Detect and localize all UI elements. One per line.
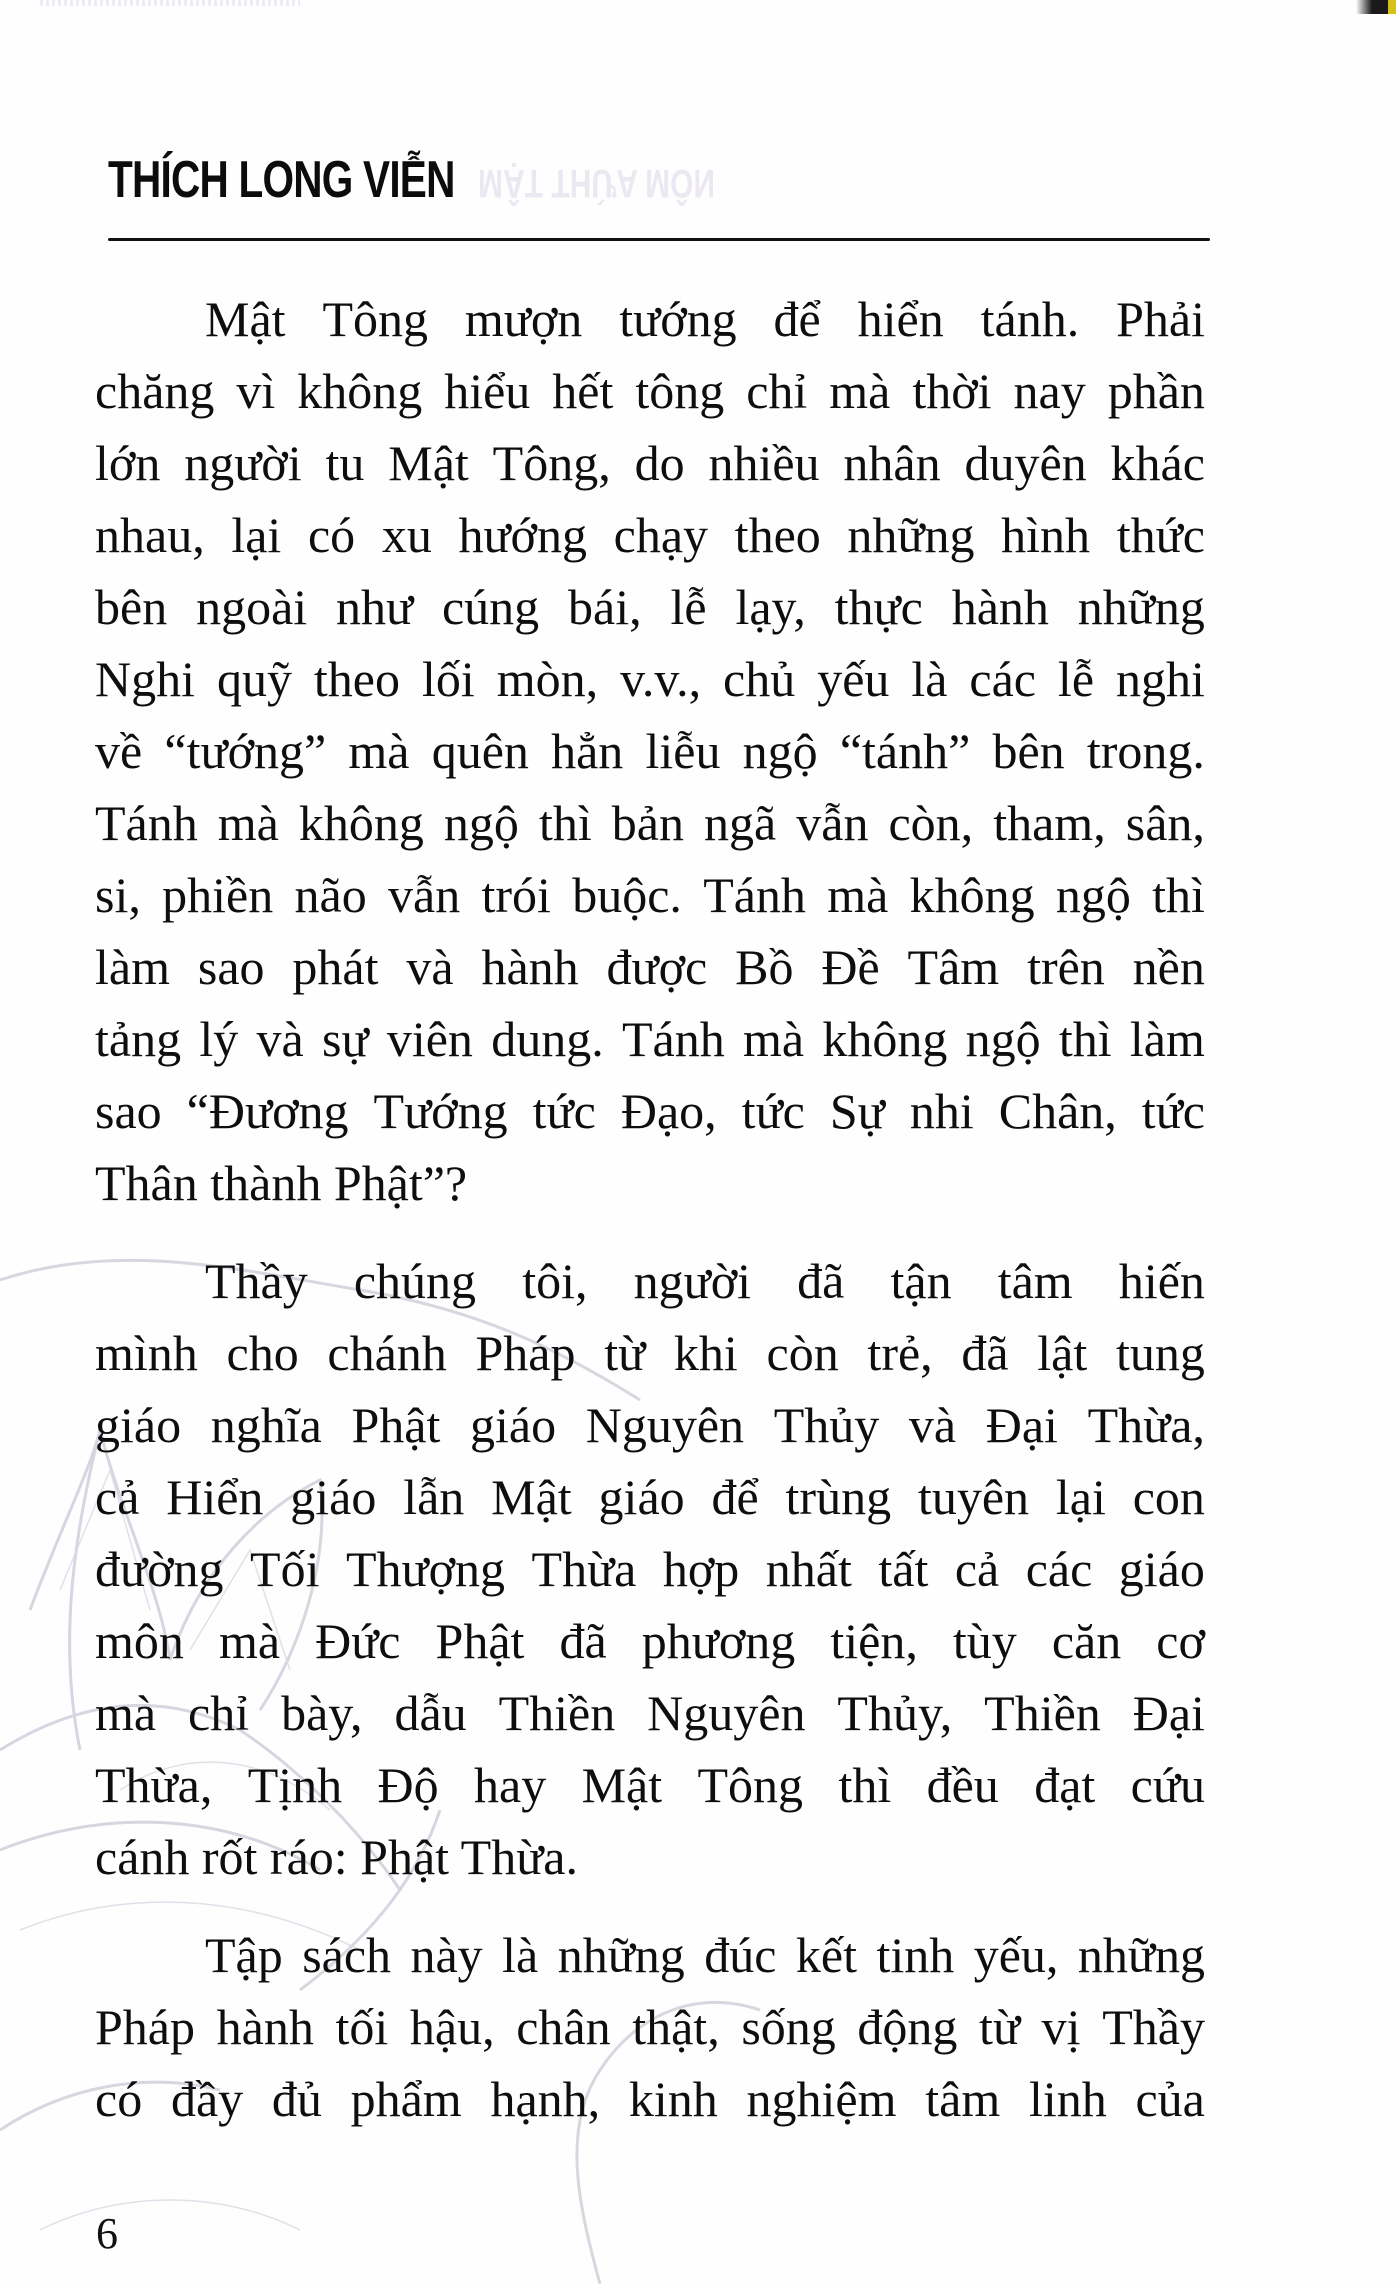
text-line: Nghi quỹ theo lối mòn, v.v., chủ yếu là các lễ nghi	[95, 651, 1205, 707]
show-through-ghost-text: MẬT THỪA MÔN	[478, 161, 716, 205]
running-head-author: THÍCH LONG VIỄN	[108, 151, 455, 209]
text-line: sao “Đương Tướng tức Đạo, tức Sự nhi Chân, tức	[95, 1083, 1205, 1139]
text-line: Thân thành Phật”?	[95, 1155, 468, 1211]
text-line: mình cho chánh Pháp từ khi còn trẻ, đã lật tung	[95, 1325, 1205, 1381]
text-line: lớn người tu Mật Tông, do nhiều nhân duyên khác	[95, 435, 1205, 491]
paragraph-spacer	[95, 1893, 1205, 1919]
scan-edge-strip	[40, 0, 300, 6]
text-line: Mật Tông mượn tướng để hiển tánh. Phải	[205, 291, 1205, 347]
text-line: chăng vì không hiểu hết tông chỉ mà thời nay phần	[95, 363, 1205, 419]
text-line: đường Tối Thượng Thừa hợp nhất tất cả các giáo	[95, 1541, 1205, 1597]
body-text	[95, 283, 1205, 2135]
text-line: bên ngoài như cúng bái, lễ lạy, thực hành những	[95, 579, 1205, 635]
paragraph-1	[95, 283, 1205, 1219]
text-line: nhau, lại có xu hướng chạy theo những hình thức	[95, 507, 1205, 563]
paragraph-2	[95, 1245, 1205, 1893]
text-line: cả Hiển giáo lẫn Mật giáo để trùng tuyên lại con	[95, 1469, 1205, 1525]
header-rule	[108, 238, 1210, 241]
text-line: tảng lý và sự viên dung. Tánh mà không ngộ thì làm	[95, 1011, 1205, 1067]
text-line: Tánh mà không ngộ thì bản ngã vẫn còn, tham, sân,	[95, 795, 1205, 851]
text-line: Tập sách này là những đúc kết tinh yếu, những	[205, 1927, 1205, 1983]
paragraph-spacer	[95, 1219, 1205, 1245]
text-line: si, phiền não vẫn trói buộc. Tánh mà không ngộ thì	[95, 867, 1205, 923]
text-line: về “tướng” mà quên hẳn liễu ngộ “tánh” bên trong.	[95, 723, 1205, 779]
text-line: Thừa, Tịnh Độ hay Mật Tông thì đều đạt cứu	[95, 1757, 1205, 1813]
text-line: giáo nghĩa Phật giáo Nguyên Thủy và Đại Thừa,	[95, 1397, 1205, 1453]
text-line: làm sao phát và hành được Bồ Đề Tâm trên nền	[95, 939, 1205, 995]
text-line: Thầy chúng tôi, người đã tận tâm hiến	[205, 1253, 1205, 1309]
text-line: có đầy đủ phẩm hạnh, kinh nghiệm tâm linh của	[95, 2071, 1205, 2127]
text-line: mà chỉ bày, dẫu Thiền Nguyên Thủy, Thiền Đại	[95, 1685, 1205, 1741]
text-line: môn mà Đức Phật đã phương tiện, tùy căn cơ	[95, 1613, 1205, 1669]
page-number: 6	[96, 2209, 118, 2258]
paragraph-3	[95, 1919, 1205, 2135]
text-line: Pháp hành tối hậu, chân thật, sống động từ vị Thầy	[95, 1999, 1205, 2055]
scan-corner-mark	[1356, 0, 1396, 14]
text-line: cánh rốt ráo: Phật Thừa.	[95, 1829, 578, 1885]
